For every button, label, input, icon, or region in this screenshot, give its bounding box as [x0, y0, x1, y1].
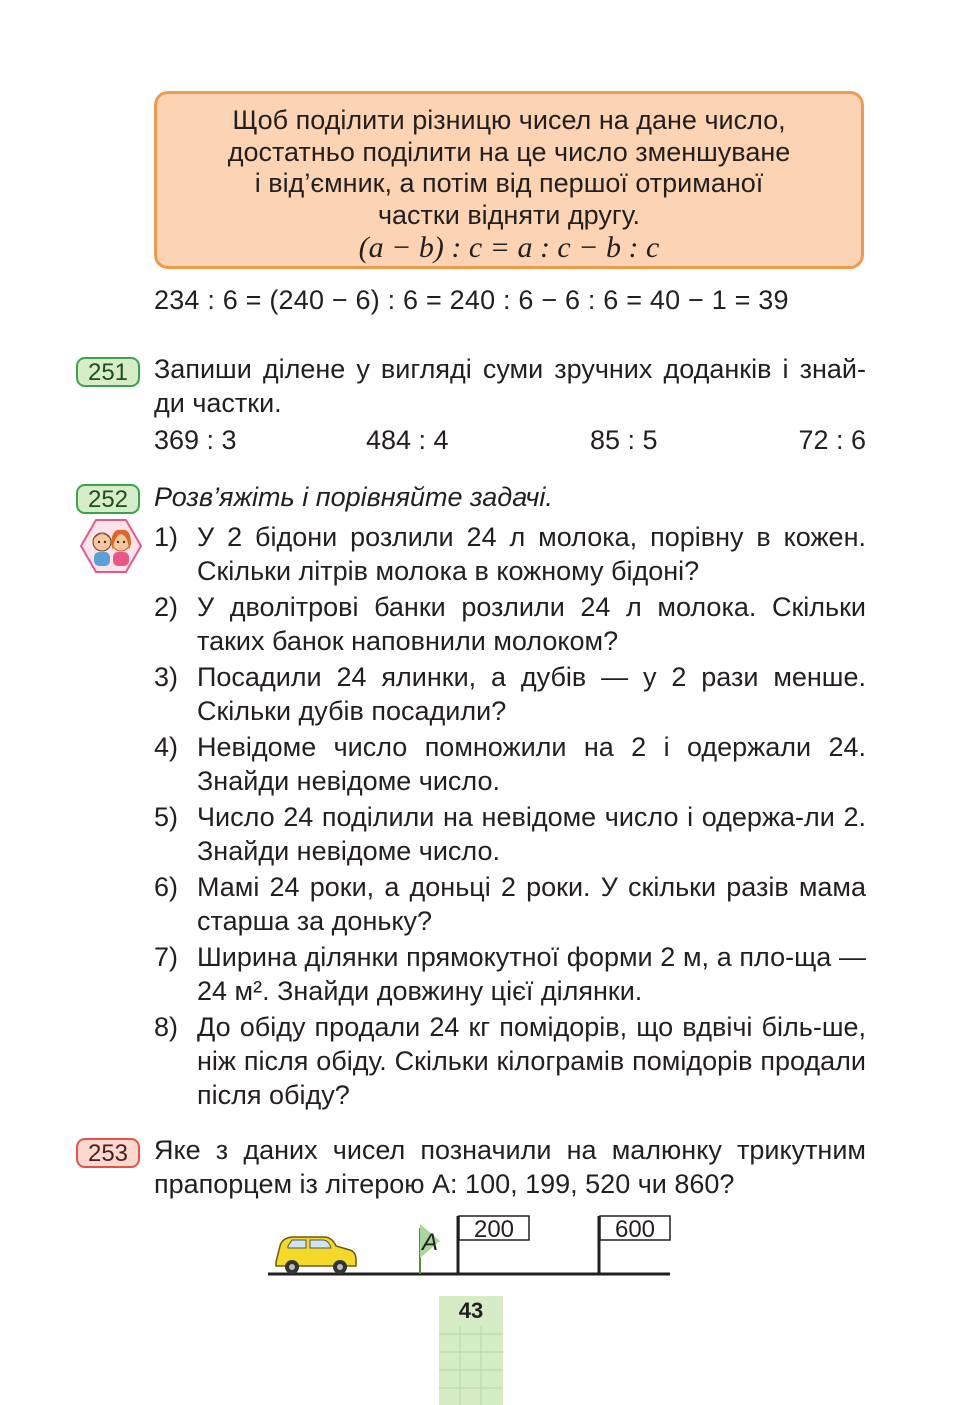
rule-line: частки відняти другу.: [377, 199, 641, 230]
rule-box: [154, 91, 864, 269]
item-text: Мамі 24 роки, а доньці 2 роки. У скільки разів мама старша за доньку?: [197, 872, 866, 936]
sign-label: 200: [473, 1216, 515, 1243]
list-item: [154, 870, 866, 938]
page-footer: [439, 1296, 503, 1405]
expression: 85 : 5: [590, 425, 658, 455]
item-text: Посадили 24 ялинки, а дубів — у 2 рази менше. Скільки дубів посадили?: [197, 662, 866, 726]
item-text: Ширина ділянки прямокутної форми 2 м, а пло-ща — 24 м². Знайди довжину цієї ділянки.: [197, 942, 866, 1006]
item-text: У 2 бідони розлили 24 л молока, порівну в кожен. Скільки літрів молока в кожному бідоні?: [197, 522, 866, 586]
expression: 484 : 4: [366, 425, 449, 455]
page-number: 43: [458, 1298, 484, 1323]
expression: 369 : 3: [154, 425, 237, 455]
task-252-list: [154, 520, 866, 1114]
flag-letter: A: [421, 1229, 439, 1256]
item-number: 3): [154, 662, 179, 692]
task-number-badge: 253: [76, 1138, 140, 1168]
list-item: [154, 590, 866, 658]
item-text: У дволітрові банки розлили 24 л молока. Скільки таких банок наповнили молоком?: [197, 592, 866, 656]
sign-label: 600: [614, 1216, 656, 1243]
item-number: 7): [154, 942, 179, 972]
task-number-badge: 252: [76, 484, 140, 514]
rule-line: достатньо поділити на це число зменшуване: [227, 136, 791, 167]
rule-formula: (a − b) : c = a : c − b : c: [358, 231, 660, 264]
task-number-badge: 251: [76, 357, 140, 387]
task-251-text: Запиши ділене у вигляді суми зручних доданків і знай-ди частки.: [154, 354, 866, 418]
task-253-text: Яке з даних чисел позначили на малюнку трикутним прапорцем із літерою A: 100, 199, 520 чи 860?: [154, 1135, 866, 1199]
pair-work-icon: [80, 518, 142, 574]
task-252-title: Розв’яжіть і порівняйте задачі.: [154, 482, 553, 512]
list-item: [154, 520, 866, 588]
item-number: 4): [154, 732, 179, 762]
rule-line: Щоб поділити різницю чисел на дане число,: [232, 105, 786, 135]
task-251-expressions: [154, 425, 866, 459]
item-text: Невідоме число помножили на 2 і одержали 24. Знайди невідоме число.: [197, 732, 866, 796]
list-item: [154, 730, 866, 798]
number-line-diagram: [268, 1210, 673, 1282]
expression: 72 : 6: [798, 425, 866, 455]
car-icon: [276, 1237, 356, 1274]
list-item: [154, 660, 866, 728]
list-item: [154, 940, 866, 1008]
item-number: 2): [154, 592, 179, 622]
item-number: 6): [154, 872, 179, 902]
worked-example: 234 : 6 = (240 − 6) : 6 = 240 : 6 − 6 : 6 = 40 − 1 = 39: [154, 285, 789, 315]
item-number: 1): [154, 522, 179, 552]
list-item: [154, 800, 866, 868]
rule-line: і від’ємник, а потім від першої отриманої: [254, 168, 764, 198]
item-text: Число 24 поділили на невідоме число і одержа-ли 2. Знайди невідоме число.: [197, 802, 866, 866]
item-text: До обіду продали 24 кг помідорів, що вдвічі біль-ше, ніж після обіду. Скільки кілограмів помідорів продали після обіду?: [197, 1012, 866, 1110]
list-item: [154, 1010, 866, 1112]
item-number: 5): [154, 802, 179, 832]
item-number: 8): [154, 1012, 179, 1042]
